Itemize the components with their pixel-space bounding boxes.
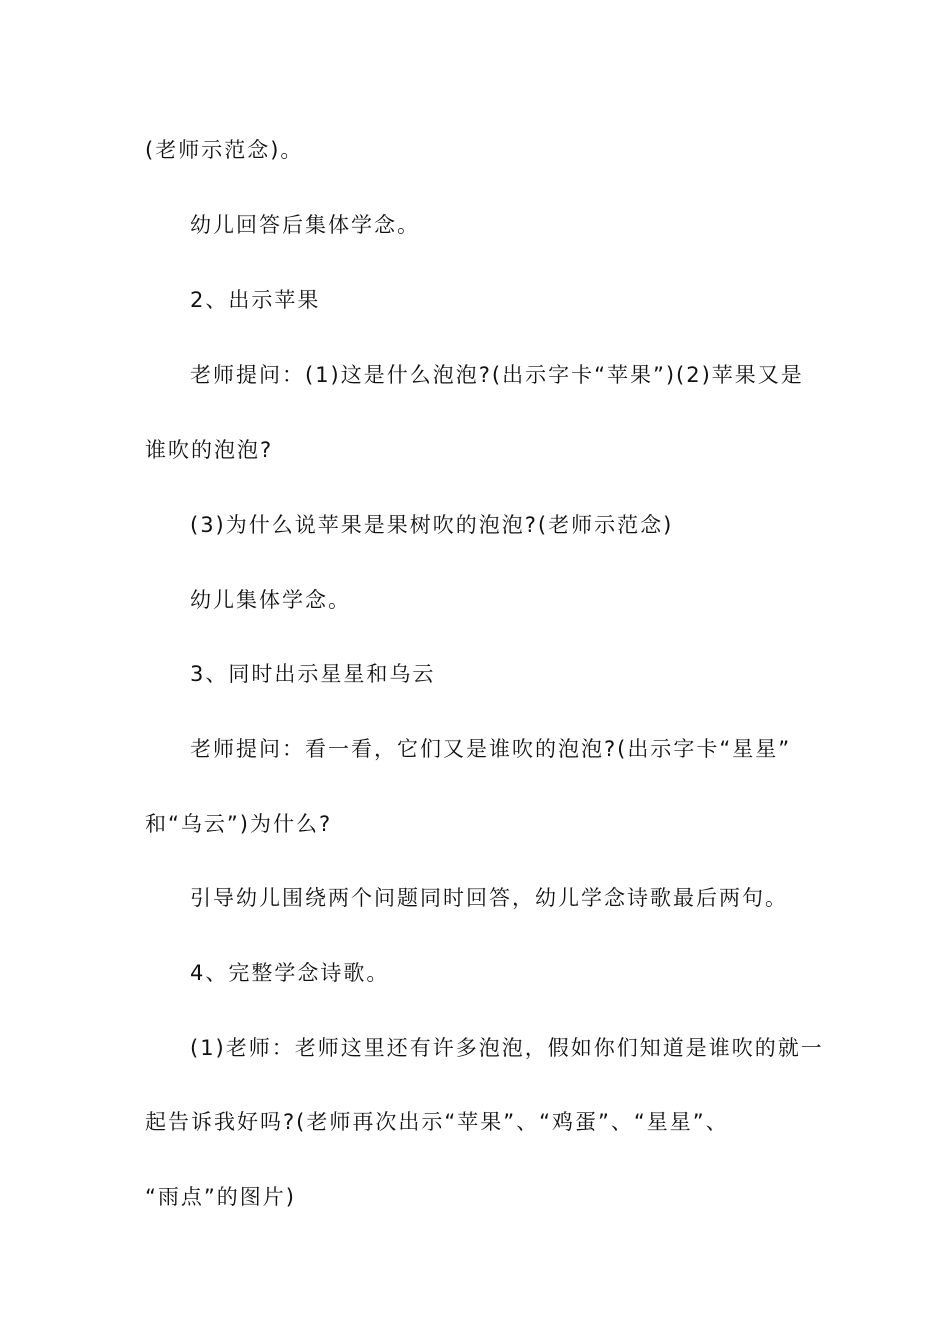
text-line: 谁吹的泡泡? — [145, 438, 274, 462]
text-line: 引导幼儿围绕两个问题同时回答，幼儿学念诗歌最后两句。 — [190, 886, 788, 910]
text-line: 老师提问：看一看，它们又是谁吹的泡泡?(出示字卡“星星” — [190, 737, 792, 761]
text-line: 老师提问：(1)这是什么泡泡?(出示字卡“苹果”)(2)苹果又是 — [190, 363, 804, 387]
text-line: (老师示范念)。 — [145, 138, 304, 162]
text-line: (1)老师：老师这里还有许多泡泡，假如你们知道是谁吹的就一 — [190, 1036, 824, 1060]
text-line: “雨点”的图片) — [145, 1185, 296, 1209]
text-line: 幼儿回答后集体学念。 — [190, 213, 420, 237]
text-line: 幼儿集体学念。 — [190, 588, 351, 612]
section-heading: 4、完整学念诗歌。 — [190, 961, 390, 985]
text-line: 起告诉我好吗?(老师再次出示“苹果”、“鸡蛋”、“星星”、 — [145, 1110, 729, 1134]
text-line: 和“乌云”)为什么? — [145, 812, 333, 836]
section-heading: 2、出示苹果 — [190, 288, 321, 312]
section-heading: 3、同时出示星星和乌云 — [190, 662, 436, 686]
text-line: (3)为什么说苹果是果树吹的泡泡?(老师示范念) — [190, 513, 674, 537]
